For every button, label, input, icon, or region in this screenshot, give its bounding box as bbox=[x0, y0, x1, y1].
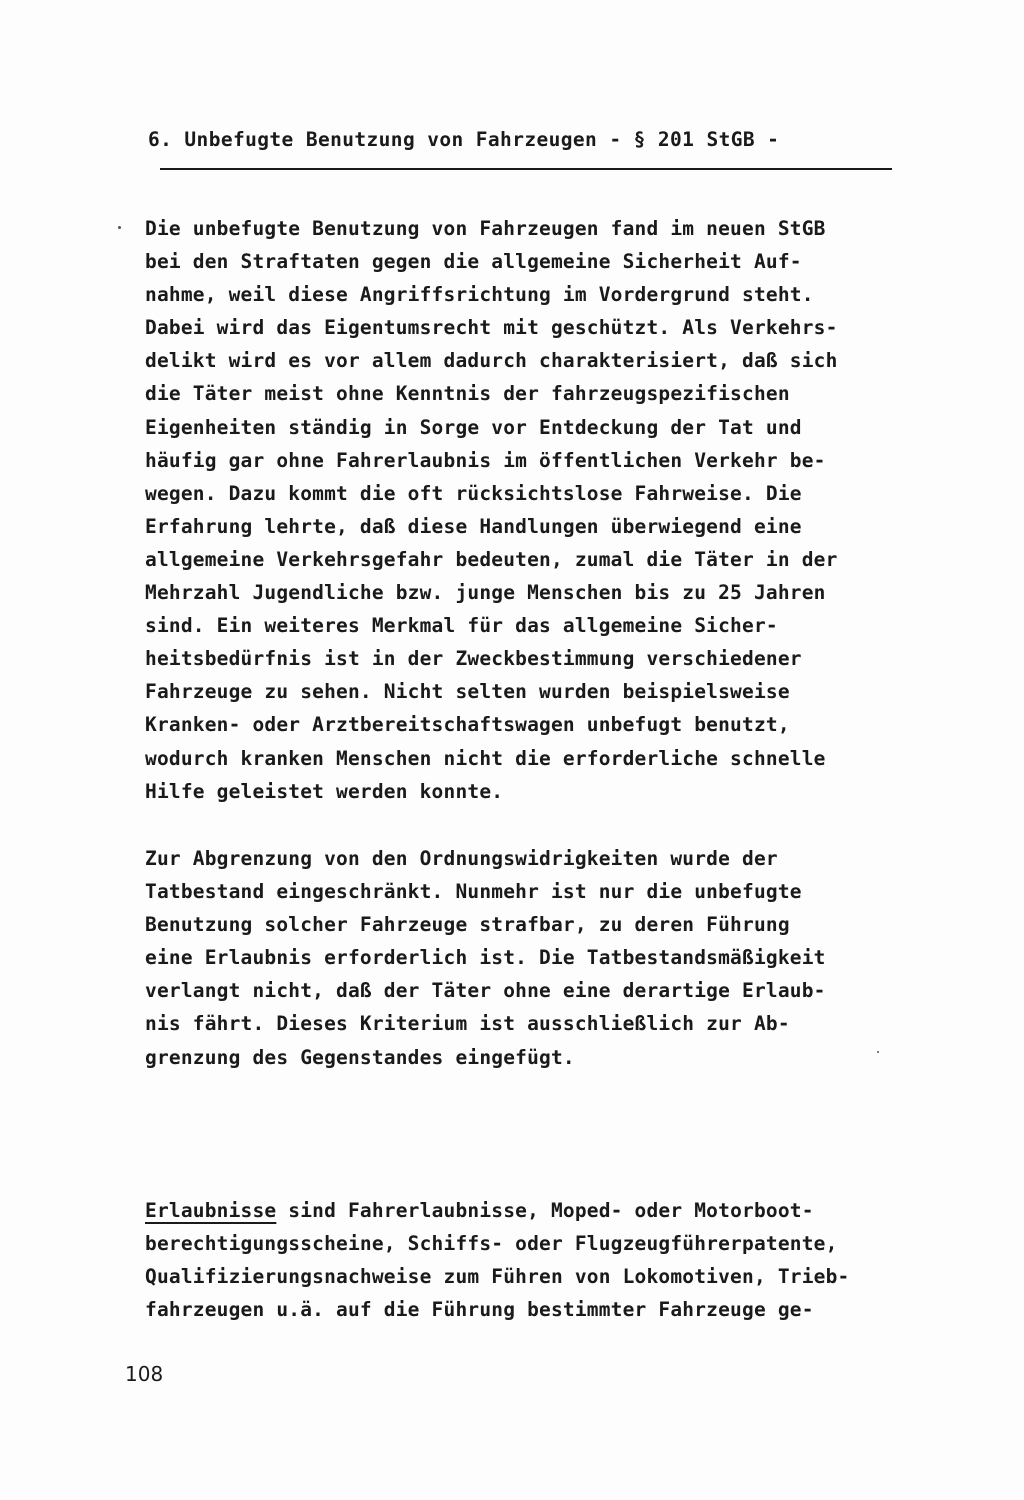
scan-speck bbox=[118, 226, 121, 229]
scan-speck bbox=[877, 1051, 879, 1053]
text-line: Kranken- oder Arztbereitschaftswagen unbefugt benutzt, bbox=[145, 713, 790, 737]
text-line: häufig gar ohne Fahrerlaubnis im öffentlichen Verkehr be- bbox=[145, 448, 826, 472]
text-line: berechtigungsscheine, Schiffs- oder Flugzeugführerpatente, bbox=[145, 1232, 838, 1256]
text-line: Eigenheiten ständig in Sorge vor Entdeckung der Tat und bbox=[145, 415, 802, 439]
text-line: Fahrzeuge zu sehen. Nicht selten wurden beispielsweise bbox=[145, 680, 790, 704]
text-line: fahrzeugen u.ä. auf die Führung bestimmter Fahrzeuge ge- bbox=[145, 1298, 814, 1322]
text-line: Die unbefugte Benutzung von Fahrzeugen fand im neuen StGB bbox=[145, 217, 826, 240]
paragraph-1 bbox=[145, 212, 965, 808]
paragraph-2 bbox=[145, 842, 965, 1074]
text-line: eine Erlaubnis erforderlich ist. Die Tatbestandsmäßigkeit bbox=[145, 946, 826, 970]
section-heading: 6. Unbefugte Benutzung von Fahrzeugen - § 201 StGB - bbox=[148, 128, 780, 151]
text-line: Benutzung solcher Fahrzeuge strafbar, zu deren Führung bbox=[145, 913, 790, 937]
text-line: Erfahrung lehrte, daß diese Handlungen überwiegend eine bbox=[145, 514, 802, 538]
text-line: nis fährt. Dieses Kriterium ist ausschließlich zur Ab- bbox=[145, 1012, 790, 1036]
text-line: Mehrzahl Jugendliche bzw. junge Menschen bis zu 25 Jahren bbox=[145, 581, 826, 605]
text-line: sind. Ein weiteres Merkmal für das allgemeine Sicher- bbox=[145, 614, 778, 638]
text-line: grenzung des Gegenstandes eingefügt. bbox=[145, 1045, 575, 1069]
text-line: heitsbedürfnis ist in der Zweckbestimmung verschiedener bbox=[145, 647, 802, 671]
heading-underline bbox=[160, 168, 892, 170]
text-line: wodurch kranken Menschen nicht die erforderliche schnelle bbox=[145, 746, 826, 770]
text-line: Hilfe geleistet werden konnte. bbox=[145, 779, 504, 803]
text-line: Tatbestand eingeschränkt. Nunmehr ist nur die unbefugte bbox=[145, 880, 802, 904]
text-line: nahme, weil diese Angriffsrichtung im Vordergrund steht. bbox=[145, 283, 814, 307]
paragraph-3 bbox=[145, 1194, 965, 1326]
page-number: 108 bbox=[125, 1362, 164, 1386]
text-line: verlangt nicht, daß der Täter ohne eine derartige Erlaub- bbox=[145, 979, 826, 1003]
defined-term: Erlaubnisse bbox=[145, 1199, 277, 1222]
text-line: wegen. Dazu kommt die oft rücksichtslose Fahrweise. Die bbox=[145, 481, 802, 505]
text-line: Zur Abgrenzung von den Ordnungswidrigkeiten wurde der bbox=[145, 847, 778, 870]
text-line bbox=[145, 1194, 965, 1227]
text-line: delikt wird es vor allem dadurch charakterisiert, daß sich bbox=[145, 349, 838, 373]
text-line: Dabei wird das Eigentumsrecht mit geschützt. Als Verkehrs- bbox=[145, 316, 838, 340]
text-line: die Täter meist ohne Kenntnis der fahrzeugspezifischen bbox=[145, 382, 790, 406]
text-span: sind Fahrerlaubnisse, Moped- oder Motorboot- bbox=[276, 1199, 814, 1222]
text-line: allgemeine Verkehrsgefahr bedeuten, zumal die Täter in der bbox=[145, 547, 838, 571]
text-line: bei den Straftaten gegen die allgemeine Sicherheit Auf- bbox=[145, 250, 802, 274]
text-line: Qualifizierungsnachweise zum Führen von Lokomotiven, Trieb- bbox=[145, 1265, 850, 1289]
